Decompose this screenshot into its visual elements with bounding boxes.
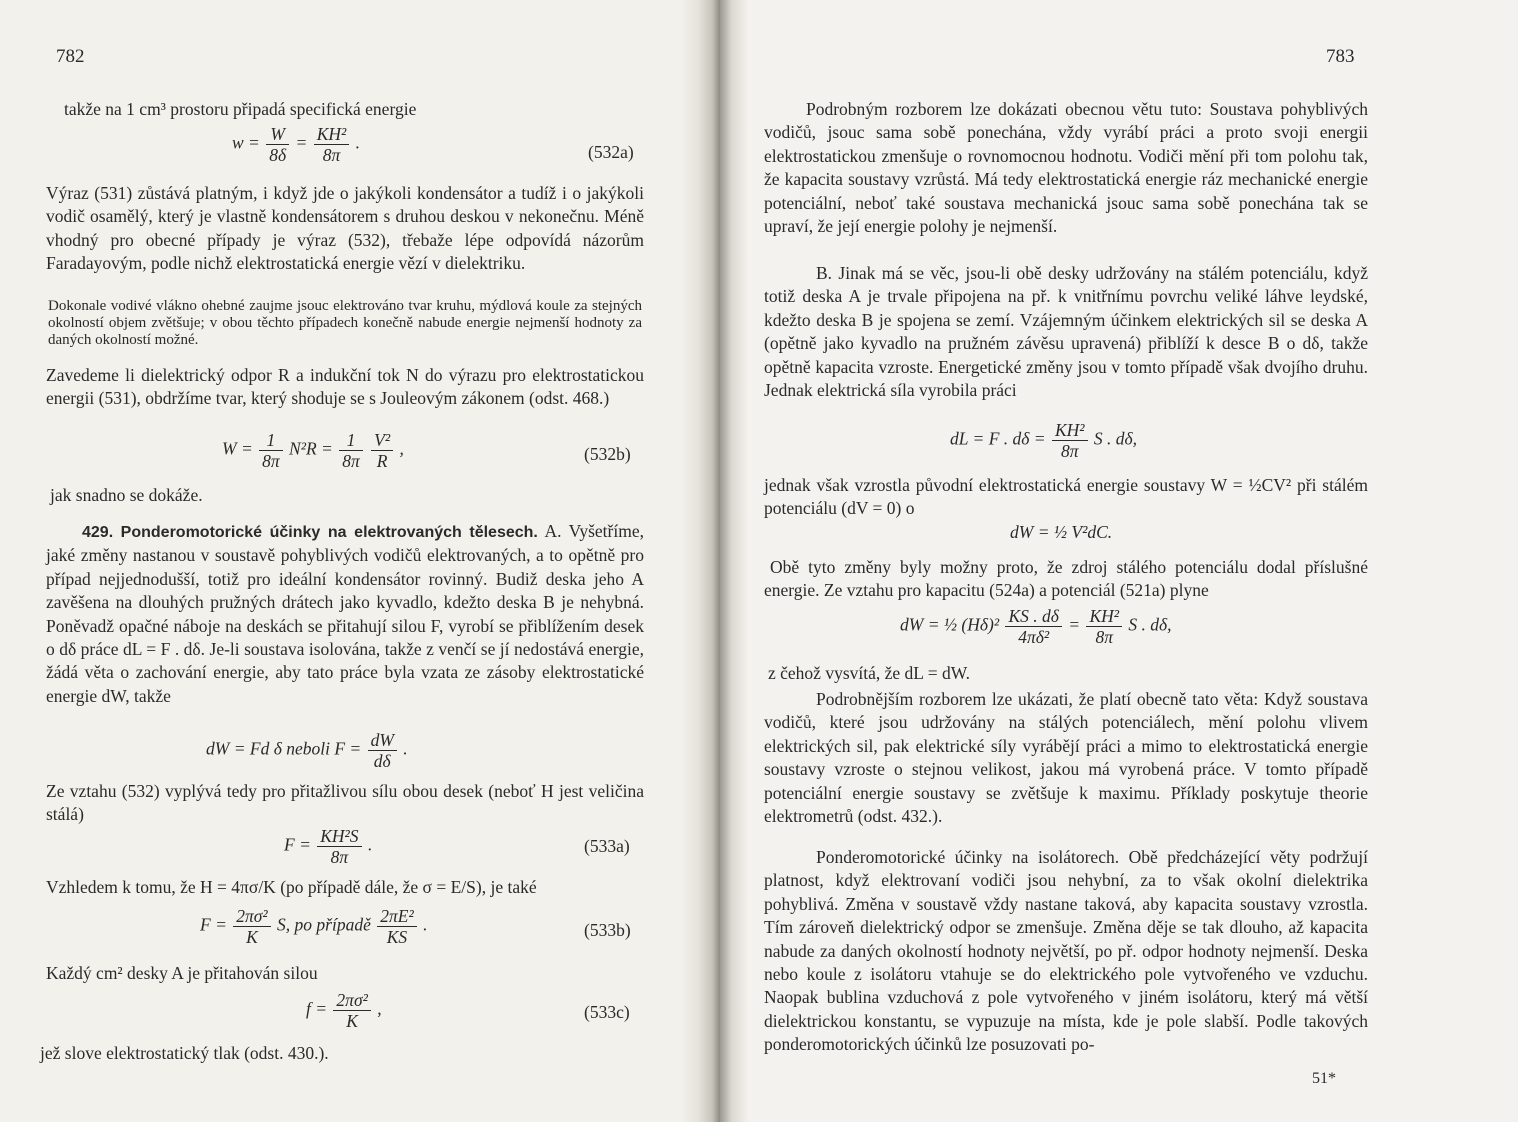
- section-number: 429.: [82, 524, 114, 541]
- paragraph: Podrobnějším rozborem lze ukázati, že platí obecně tato věta: Když soustava vodičů, které jsou udržovány na stálých potenciálech, mění polohu vlivem elektrických sil, pak elektrické síly vyrábějí práci a mimo to elektrostatická energie soustavy vzroste o stejnou velikost, jakou má vyrobená práce. V tomto případě potenciální energie soustavy se zvětšuje k maximu. Příklady poskytuje theorie elektrometrů (odst. 432.).: [764, 689, 1368, 827]
- eq-lhs: dL = F . dδ =: [950, 428, 1046, 449]
- denominator: 8δ: [269, 145, 287, 165]
- paragraph: jež slove elektrostatický tlak (odst. 430.).: [40, 1043, 329, 1063]
- right-page: [720, 0, 1518, 1122]
- page-number-left: 782: [56, 46, 85, 67]
- numerator: KH²S: [317, 826, 361, 847]
- numerator: 1: [339, 430, 363, 451]
- book-gutter-left: [680, 0, 720, 1122]
- eq-lhs: f =: [306, 998, 328, 1019]
- numerator: KS . dδ: [1005, 606, 1061, 627]
- eq-lhs: F =: [284, 834, 311, 855]
- denominator: 8π: [1095, 627, 1113, 647]
- fraction: [1052, 420, 1088, 461]
- fraction: [266, 124, 289, 165]
- eq-lhs: dW = Fd δ neboli F =: [206, 738, 362, 759]
- fraction: [1086, 606, 1122, 647]
- paragraph: Výraz (531) zůstává platným, i když jde o jakýkoli kondensátor a tudíž i o jakýkoli vodič osamělý, který je vlastně kondensátorem s druhou deskou v nekonečnu. Méně vhodný pro obecné případy je výraz (532), třebaže lépe odpovídá názorům Faradayovým, podle nichž elektrostatická energie vězí v dielektriku.: [46, 183, 644, 274]
- fraction: [233, 906, 270, 947]
- equation-dw: dW = ½ V²dC.: [1010, 522, 1113, 542]
- equation-label: (532b): [584, 444, 631, 464]
- small-print-paragraph: Dokonale vodivé vlákno ohebné zaujme jsouc elektrováno tvar kruhu, mýdlová koule za stejných okolností objem zvětšuje; v obou těchto případech konečně nabude energie nejmenší hodnoty za daných okolností možné.: [48, 298, 642, 348]
- paragraph: z čehož vysvítá, že dL = dW.: [768, 663, 970, 683]
- eq-lhs: F =: [200, 914, 227, 935]
- denominator: KS: [386, 927, 408, 947]
- paragraph: jak snadno se dokáže.: [50, 485, 203, 505]
- eq-lhs: dW = ½ (Hδ)²: [900, 614, 1000, 635]
- left-page: [0, 0, 720, 1122]
- paragraph: Zavedeme li dielektrický odpor R a indukční tok N do výrazu pro elektrostatickou energii (531), obdržíme tvar, který shoduje se s Jouleovým zákonem (odst. 468.): [46, 365, 644, 409]
- paragraph: Podrobným rozborem lze dokázati obecnou větu tuto: Soustava pohyblivých vodičů, jsouc sama sobě ponechána, vždy vyrábí práci a proto svoji energii elektrostatickou zmenšuje o rovnomocnou hodnotu. Vodiči mění při tom polohu tak, že kapacita soustavy vzrůstá. Má tedy elektrostatická energie ráz mechanické energie potenciální, neboť také soustava mechanická jsouc sama sobě ponechána tak se upraví, že její energie polohy je nejmenší.: [764, 99, 1368, 237]
- denominator: 8π: [342, 451, 360, 471]
- eq-equals: =: [295, 132, 308, 153]
- paragraph: B. Jinak má se věc, jsou-li obě desky udržovány na stálém potenciálu, když totiž deska A je trvale připojena na př. k vnitřnímu povrchu veliké láhve leydské, kdežto deska B je spojena se zemí. Vzájemným účinkem elektrických sil se deska A (opětně jako kyvadlo na pružném závěsu upravená) přiblíží k desce B o dδ, takže opětně kapacita vzroste. Energetické změny jsou v tomto případě však dvojího druhu. Jednak elektrická síla vyrobila práci: [764, 263, 1368, 401]
- eq-middle: S, po případě: [277, 914, 371, 935]
- numerator: 1: [259, 430, 283, 451]
- fraction: [371, 430, 393, 471]
- fraction: [339, 430, 363, 471]
- denominator: 8π: [262, 451, 280, 471]
- eq-rhs: S . dδ,: [1128, 614, 1172, 635]
- fraction: [314, 124, 350, 165]
- fraction: [333, 990, 370, 1031]
- numerator: KH²: [314, 124, 350, 145]
- section-title: Ponderomotorické účinky na elektrovaných tělesech.: [120, 524, 538, 541]
- section-429: [46, 520, 644, 708]
- eq-rhs: S . dδ,: [1093, 428, 1138, 449]
- paragraph: Každý cm² desky A je přitahován silou: [46, 963, 318, 983]
- numerator: dW: [368, 730, 397, 751]
- paragraph: jednak však vzrostla původní elektrostatická energie soustavy W = ½CV² při stálém potenciálu (dV = 0) o: [764, 475, 1368, 519]
- numerator: 2πσ²: [233, 906, 270, 927]
- paragraph: Obě tyto změny byly možny proto, že zdroj stálého potenciálu dodal příslušné energie. Ze vztahu pro kapacitu (524a) a potenciál (521a) plyne: [764, 557, 1368, 601]
- equation-533a: F = $\frac{\text{KH²S}}{8\pi}$ .: [284, 826, 373, 867]
- page-number-right: 783: [1326, 46, 1355, 67]
- equation-label: (532a): [588, 142, 634, 162]
- equation-532a: w = $\frac{W}{8\delta}$ = $\frac{\text{KH²}}{8\pi}$ .: [232, 124, 360, 165]
- eq-middle: N²R =: [289, 438, 333, 459]
- equation-label: (533a): [584, 836, 630, 856]
- section-text: A. Vyšetříme, jaké změny nastanou v soustavě pohyblivých vodičů elektrovaných, a to opětně pro případ nejjednodušší, totiž pro ideální kondensátor rovinný. Budiž deska jeho A zavěšena na dlouhých pružných drátech jako kyvadlo, kdežto deska B je nehybná. Poněvadž opačné náboje na deskách se přitahují silou F, vyrobí se přiblížením desek o dδ práce dL = F . dδ. Je-li soustava isolována, takže z venčí se jí nedostává energie, žádá věta o zachování energie, aby tato práce byla vzata ze zásoby elektrostatické energie dW, takže: [46, 521, 644, 706]
- equation-label: (533c): [584, 1002, 630, 1022]
- equation-dl: [950, 420, 1137, 461]
- equation-force: dW = Fd δ neboli F = $\frac{dW}{d\delta}$ .: [206, 730, 408, 771]
- denominator: 8π: [322, 145, 341, 165]
- equation-label: (533b): [584, 920, 631, 940]
- eq-lhs: W =: [222, 438, 253, 459]
- fraction: [317, 826, 361, 867]
- equation-532b: W = $\frac{1}{8\pi}$ N²R = $\frac{1}{8\pi}$ $\frac{\text{V²}}{R}$ ,: [222, 430, 404, 471]
- fraction: [368, 730, 397, 771]
- denominator: R: [376, 451, 388, 471]
- paragraph: Vzhledem k tomu, že H = 4πσ/K (po případě dále, že σ = E/S), je také: [46, 877, 537, 897]
- equation-533b: F = $\frac{\text{2πσ²}}{K}$ S, po případě $\frac{\text{2πE²}}{KS}$ .: [200, 906, 428, 947]
- paragraph: Ponderomotorické účinky na isolátorech. Obě předcházející věty podržují platnost, když elektrovaní vodiči jsou nehybní, za to však okolní dielektrika pohyblivá. Změna v soustavě vždy nastane taková, aby kapacita soustavy vzrostla. Tím zároveň dielektrický odpor se zmenšuje. Změna děje se tak dlouho, až kapacita nabude za daných okolností hodnoty největší, po př. odpor hodnoty nejmenší. Deska nebo koule z isolátoru vtahuje se do elektrického pole vytvořeného ve vzduchu. Naopak bublina vzduchová z pole vytvořeného v jiném isolátoru, který má větší dielektrickou konstantu, se vypuzuje na místa, kde je pole slabší. Podle takových ponderomotorických účinků lze posuzovati po-: [764, 847, 1368, 1055]
- numerator: V²: [371, 430, 393, 451]
- denominator: 8π: [1061, 441, 1079, 461]
- fraction: [377, 906, 416, 947]
- denominator: K: [346, 1011, 358, 1031]
- denominator: 8π: [330, 847, 349, 867]
- fraction: [259, 430, 283, 471]
- paragraph: Ze vztahu (532) vyplývá tedy pro přitažlivou sílu obou desek (neboť H jest veličina stálá): [46, 781, 644, 825]
- denominator: K: [246, 927, 258, 947]
- numerator: W: [266, 124, 289, 145]
- numerator: KH²: [1086, 606, 1122, 627]
- numerator: 2πσ²: [333, 990, 370, 1011]
- denominator: 4πδ²: [1018, 627, 1050, 647]
- eq-equals: =: [1068, 614, 1081, 635]
- numerator: 2πE²: [377, 906, 416, 927]
- numerator: KH²: [1052, 420, 1088, 441]
- signature-mark: 51*: [1312, 1070, 1336, 1087]
- fraction: [1005, 606, 1061, 647]
- equation-dw2: [900, 606, 1172, 647]
- denominator: dδ: [373, 751, 391, 771]
- equation-533c: f = $\frac{\text{2πσ²}}{K}$ ,: [306, 990, 382, 1031]
- eq-lhs: w =: [232, 132, 260, 153]
- intro-line: takže na 1 cm³ prostoru připadá specifická energie: [64, 99, 417, 119]
